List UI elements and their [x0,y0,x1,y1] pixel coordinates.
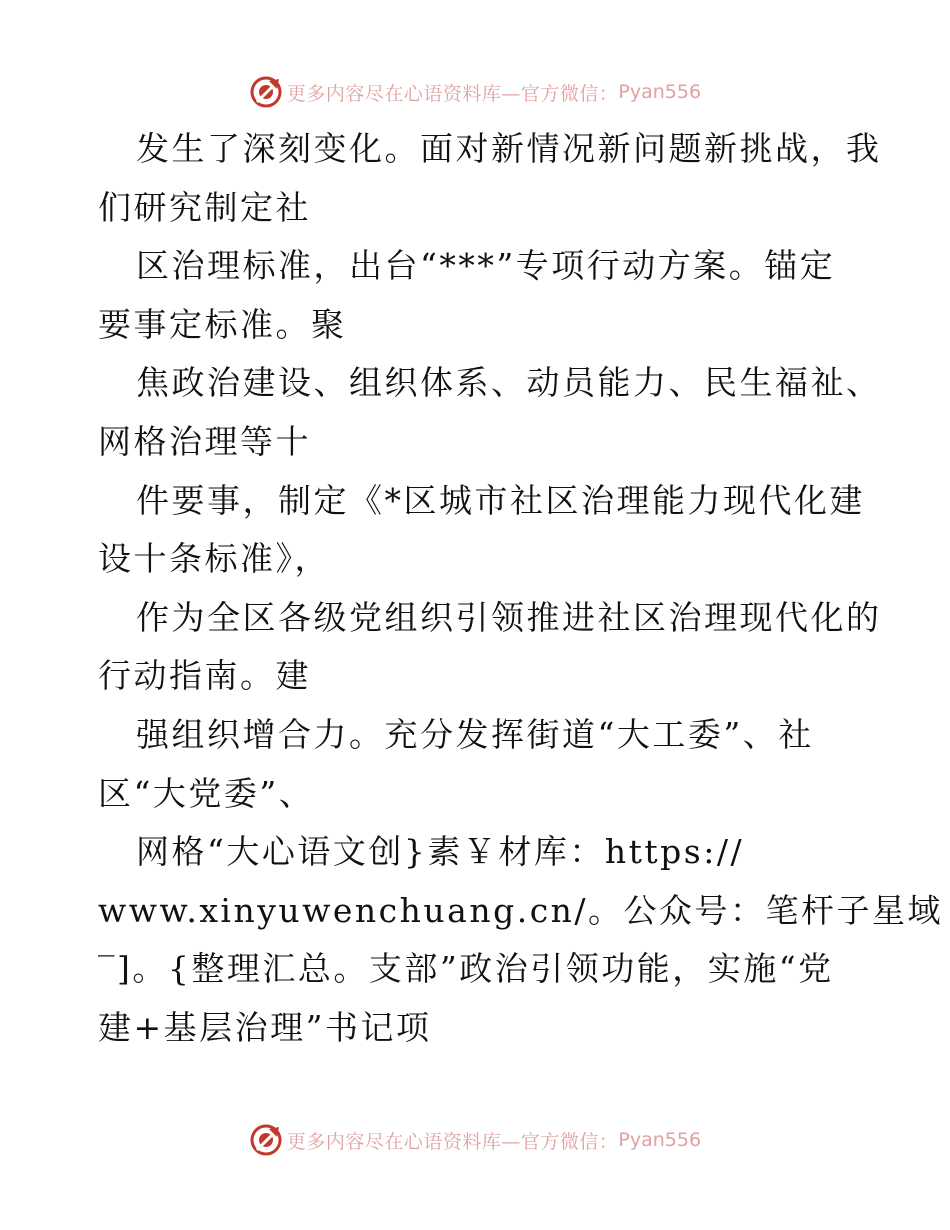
body-line: 焦政治建设、组织体系、动员能力、民生福祉、 [136,363,882,403]
body-line: 区“大党委”、 [98,773,315,813]
header-banner-id: Pyan556 [618,81,702,103]
body-line: 要事定标准。聚 [98,304,347,344]
body-line: 设十条标准》， [98,539,330,579]
body-line: 网格治理等十 [98,421,311,461]
body-line: 强组织增合力。充分发挥街道“大工委”、社 [136,714,814,754]
body-line: ‾]。{整理汇总。支部”政治引领功能，实施“党 [98,949,834,989]
logo-icon [249,75,283,109]
body-line: www.xinyuwenchuang.cn/。公众号：笔杆子星域 [98,890,944,930]
body-line: 网格“大心语文创}素￥材库：https:// [136,832,745,872]
body-line: 区治理标准，出台“***”专项行动方案。锚定 [136,246,836,286]
body-line: 件要事，制定《*区城市社区治理能力现代化建 [136,480,865,520]
body-line: 建+基层治理”书记项 [98,1007,432,1047]
footer-banner-id: Pyan556 [618,1129,702,1151]
footer-watermark-banner [0,1120,950,1160]
logo-icon [249,1123,283,1157]
body-line: 行动指南。建 [98,656,311,696]
footer-banner-text: 更多内容尽在心语资料库—官方微信： [286,1130,619,1153]
body-line: 作为全区各级党组织引领推进社区治理现代化的 [136,597,882,637]
body-line: 们研究制定社 [98,187,311,227]
header-banner-text: 更多内容尽在心语资料库—官方微信： [286,82,619,105]
document-body [98,120,944,1058]
body-line: 发生了深刻变化。面对新情况新问题新挑战，我 [136,129,882,168]
header-watermark-banner [0,72,950,112]
